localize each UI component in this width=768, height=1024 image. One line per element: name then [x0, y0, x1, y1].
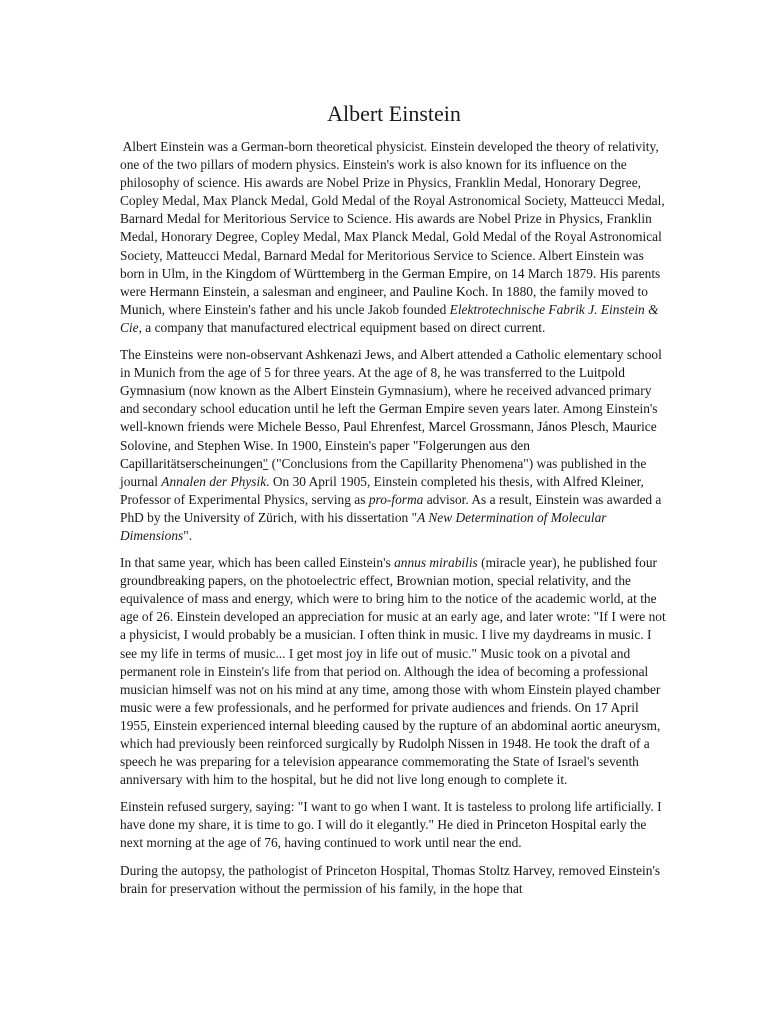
- text-run: .: [542, 319, 546, 335]
- text-run: in Munich from the age of 5 for three years. At the age of 8, he was transferred to the: [120, 365, 579, 381]
- document-body: [120, 138, 668, 898]
- inline-link[interactable]: abdominal aortic aneurysm: [511, 717, 657, 733]
- inline-link[interactable]: Marcel Grossmann: [428, 419, 531, 435]
- text-run: , on 14 March 1879. His parents were: [120, 265, 661, 299]
- inline-link[interactable]: Brownian motion: [396, 573, 491, 589]
- inline-link[interactable]: Maurice Solovine: [120, 419, 657, 453]
- inline-link[interactable]: internal bleeding: [268, 717, 360, 733]
- text-run: for preservation without the permission of his family, in the hope that: [147, 880, 523, 896]
- inline-link[interactable]: Alfred Kleiner: [562, 473, 641, 489]
- inline-link[interactable]: János Plesch: [537, 419, 606, 435]
- text-run: advisor. As a result, Einstein was awarded a PhD by the: [120, 491, 662, 525]
- document-page: [120, 98, 668, 907]
- text-run: . In 1900, Einstein's paper: [270, 437, 413, 453]
- inline-link[interactable]: Thomas Stoltz Harvey: [432, 862, 552, 878]
- inline-link[interactable]: Michele Besso: [257, 419, 337, 435]
- text-run: , a company that manufactured electrical equipment based on: [138, 319, 471, 335]
- text-run: , which had previously been reinforced surgically by: [120, 717, 661, 751]
- inline-link[interactable]: Hermann Einstein: [149, 283, 247, 299]
- paragraph-3: [120, 554, 668, 789]
- text-run: ,: [336, 419, 344, 435]
- paragraph-2: [120, 346, 668, 545]
- text-run: , a salesman and engineer, and: [246, 283, 413, 299]
- text-run: in the: [364, 265, 402, 281]
- inline-link[interactable]: Paul Ehrenfest: [343, 419, 422, 435]
- text-run: ,: [490, 573, 498, 589]
- italic-text: pro-forma: [368, 491, 424, 507]
- paragraph-1: [120, 138, 668, 337]
- text-run: ,: [530, 419, 538, 435]
- inline-link[interactable]: direct current: [470, 319, 543, 335]
- text-run: , removed: [551, 862, 609, 878]
- inline-link[interactable]: German Empire: [401, 265, 488, 281]
- inline-link[interactable]: ": [262, 455, 269, 471]
- text-run: ,: [605, 419, 613, 435]
- italic-text: A New Determination of Molecular Dimensions: [120, 509, 607, 543]
- inline-link[interactable]: Kingdom of Württemberg: [225, 265, 365, 281]
- text-run: early the next morning at the age of 76, having continued to work until near the end.: [120, 817, 647, 851]
- italic-text: Annalen der Physik: [161, 473, 267, 489]
- inline-link[interactable]: Einstein's brain: [120, 862, 661, 896]
- text-run: were a few professionals, and he performed for private audiences and friends. On 17 April 1955, Einstein experienced: [120, 699, 639, 733]
- text-run: , and: [167, 437, 198, 453]
- text-run: , on the photoelectric effect,: [243, 573, 397, 589]
- italic-text: Elektrotechnische Fabrik J. Einstein & Cie: [120, 301, 659, 335]
- paragraph-4: [120, 798, 668, 852]
- inline-link[interactable]: Catholic elementary school: [515, 347, 662, 363]
- text-run: . In 1880, the family moved to: [485, 283, 648, 299]
- inline-link[interactable]: University of Zürich: [183, 509, 294, 525]
- text-run: . On 30 April 1905, Einstein completed his thesis, with: [266, 473, 563, 489]
- inline-link[interactable]: chamber music: [120, 681, 661, 715]
- inline-link[interactable]: Ashkenazi Jews: [305, 347, 392, 363]
- text-run: seven years later. Among Einstein's well-known friends were: [120, 401, 658, 435]
- text-run: ("Conclusions from the Capillarity Phenomena") was published in the journal: [120, 455, 647, 489]
- text-run: , where Einstein's father and his uncle Jakob founded: [161, 301, 450, 317]
- inline-link[interactable]: Pauline Koch: [412, 283, 486, 299]
- inline-link[interactable]: published four groundbreaking papers: [120, 555, 657, 589]
- inline-link[interactable]: Munich: [120, 301, 162, 317]
- text-run: in 1948. He took the draft of a speech he was preparing for a television appearance commemorating the State of Israel's seventh anniversary with him to the hospital, but he did not live long enough to complete it.: [120, 736, 650, 788]
- inline-link[interactable]: "Folgerungen aus den Capillaritätserscheinungen: [120, 437, 530, 471]
- text-run: , Professor of Experimental Physics, serving as: [120, 473, 644, 507]
- text-run: , and the equivalence of mass and energy, which were to bring him to the notice of the academic world, at the age of 26. Einstein developed an appreciation for music at an early age, and later wrote: "If I were not a physicist, I would probably be a musician. I often think in music. I live my daydreams in music. I see my life in terms of music... I get most joy in life out of music." Music took on a pivotal and permanent role in Einstein's life from that period on. Although the idea of becoming a professional musician himself was not on his mind at any time, among those with whom Einstein played: [120, 573, 666, 697]
- text-run: ".: [183, 527, 193, 543]
- text-run: , with his dissertation ": [293, 509, 418, 525]
- inline-link[interactable]: Rudolph Nissen: [398, 736, 485, 751]
- text-run: Einstein refused surgery, saying: "I want to go when I want. It is tasteless to prolong life artificially. I have done my share, it is time to go. I will do it elegantly." He died in: [120, 799, 662, 833]
- inline-link[interactable]: special relativity: [497, 573, 586, 589]
- text-run: (miracle year), he: [477, 555, 580, 571]
- inline-link[interactable]: Princeton Hospital: [496, 817, 597, 833]
- text-run: In that same year, which has been called Einstein's: [120, 555, 395, 571]
- text-run: , and Albert attended a: [391, 347, 516, 363]
- document-title: Albert Einstein: [327, 101, 461, 126]
- inline-link[interactable]: Stephen Wise: [197, 437, 271, 453]
- text-run: ,: [421, 419, 429, 435]
- text-run: (now known as the Albert Einstein Gymnasium), where he received advanced primary and secondary school education until he left the: [120, 383, 652, 417]
- text-run: The Einsteins were non-observant: [120, 347, 306, 363]
- text-run: caused by the rupture of an: [359, 717, 512, 733]
- paragraph-5: [120, 862, 668, 898]
- inline-link[interactable]: German Empire: [378, 401, 465, 417]
- text-run: Albert Einstein was a German-born theoretical physicist. Einstein developed the theory of relativity, one of the two pillars of modern physics. Einstein's work is also known for its influence on the philosophy of science. His awards are Nobel Prize in Physics, Franklin Medal, Honorary Degree, Copley Medal, Max Planck Medal, Gold Medal of the Royal Astronomical Society, Matteucci Medal, Barnard Medal for Meritorious Service to Science. His awards are Nobel Prize in Physics, Franklin Medal, Honorary Degree, Copley Medal, Max Planck Medal, Gold Medal of the Royal Astronomical Society, Matteucci Medal, Barnard Medal for Meritorious Service to Science. Albert Einstein was born in Ulm, in the: [120, 139, 665, 281]
- inline-link[interactable]: Luitpold Gymnasium: [120, 365, 625, 399]
- text-run: During the autopsy, the pathologist of Princeton Hospital,: [120, 862, 433, 878]
- italic-text: annus mirabilis: [394, 555, 478, 571]
